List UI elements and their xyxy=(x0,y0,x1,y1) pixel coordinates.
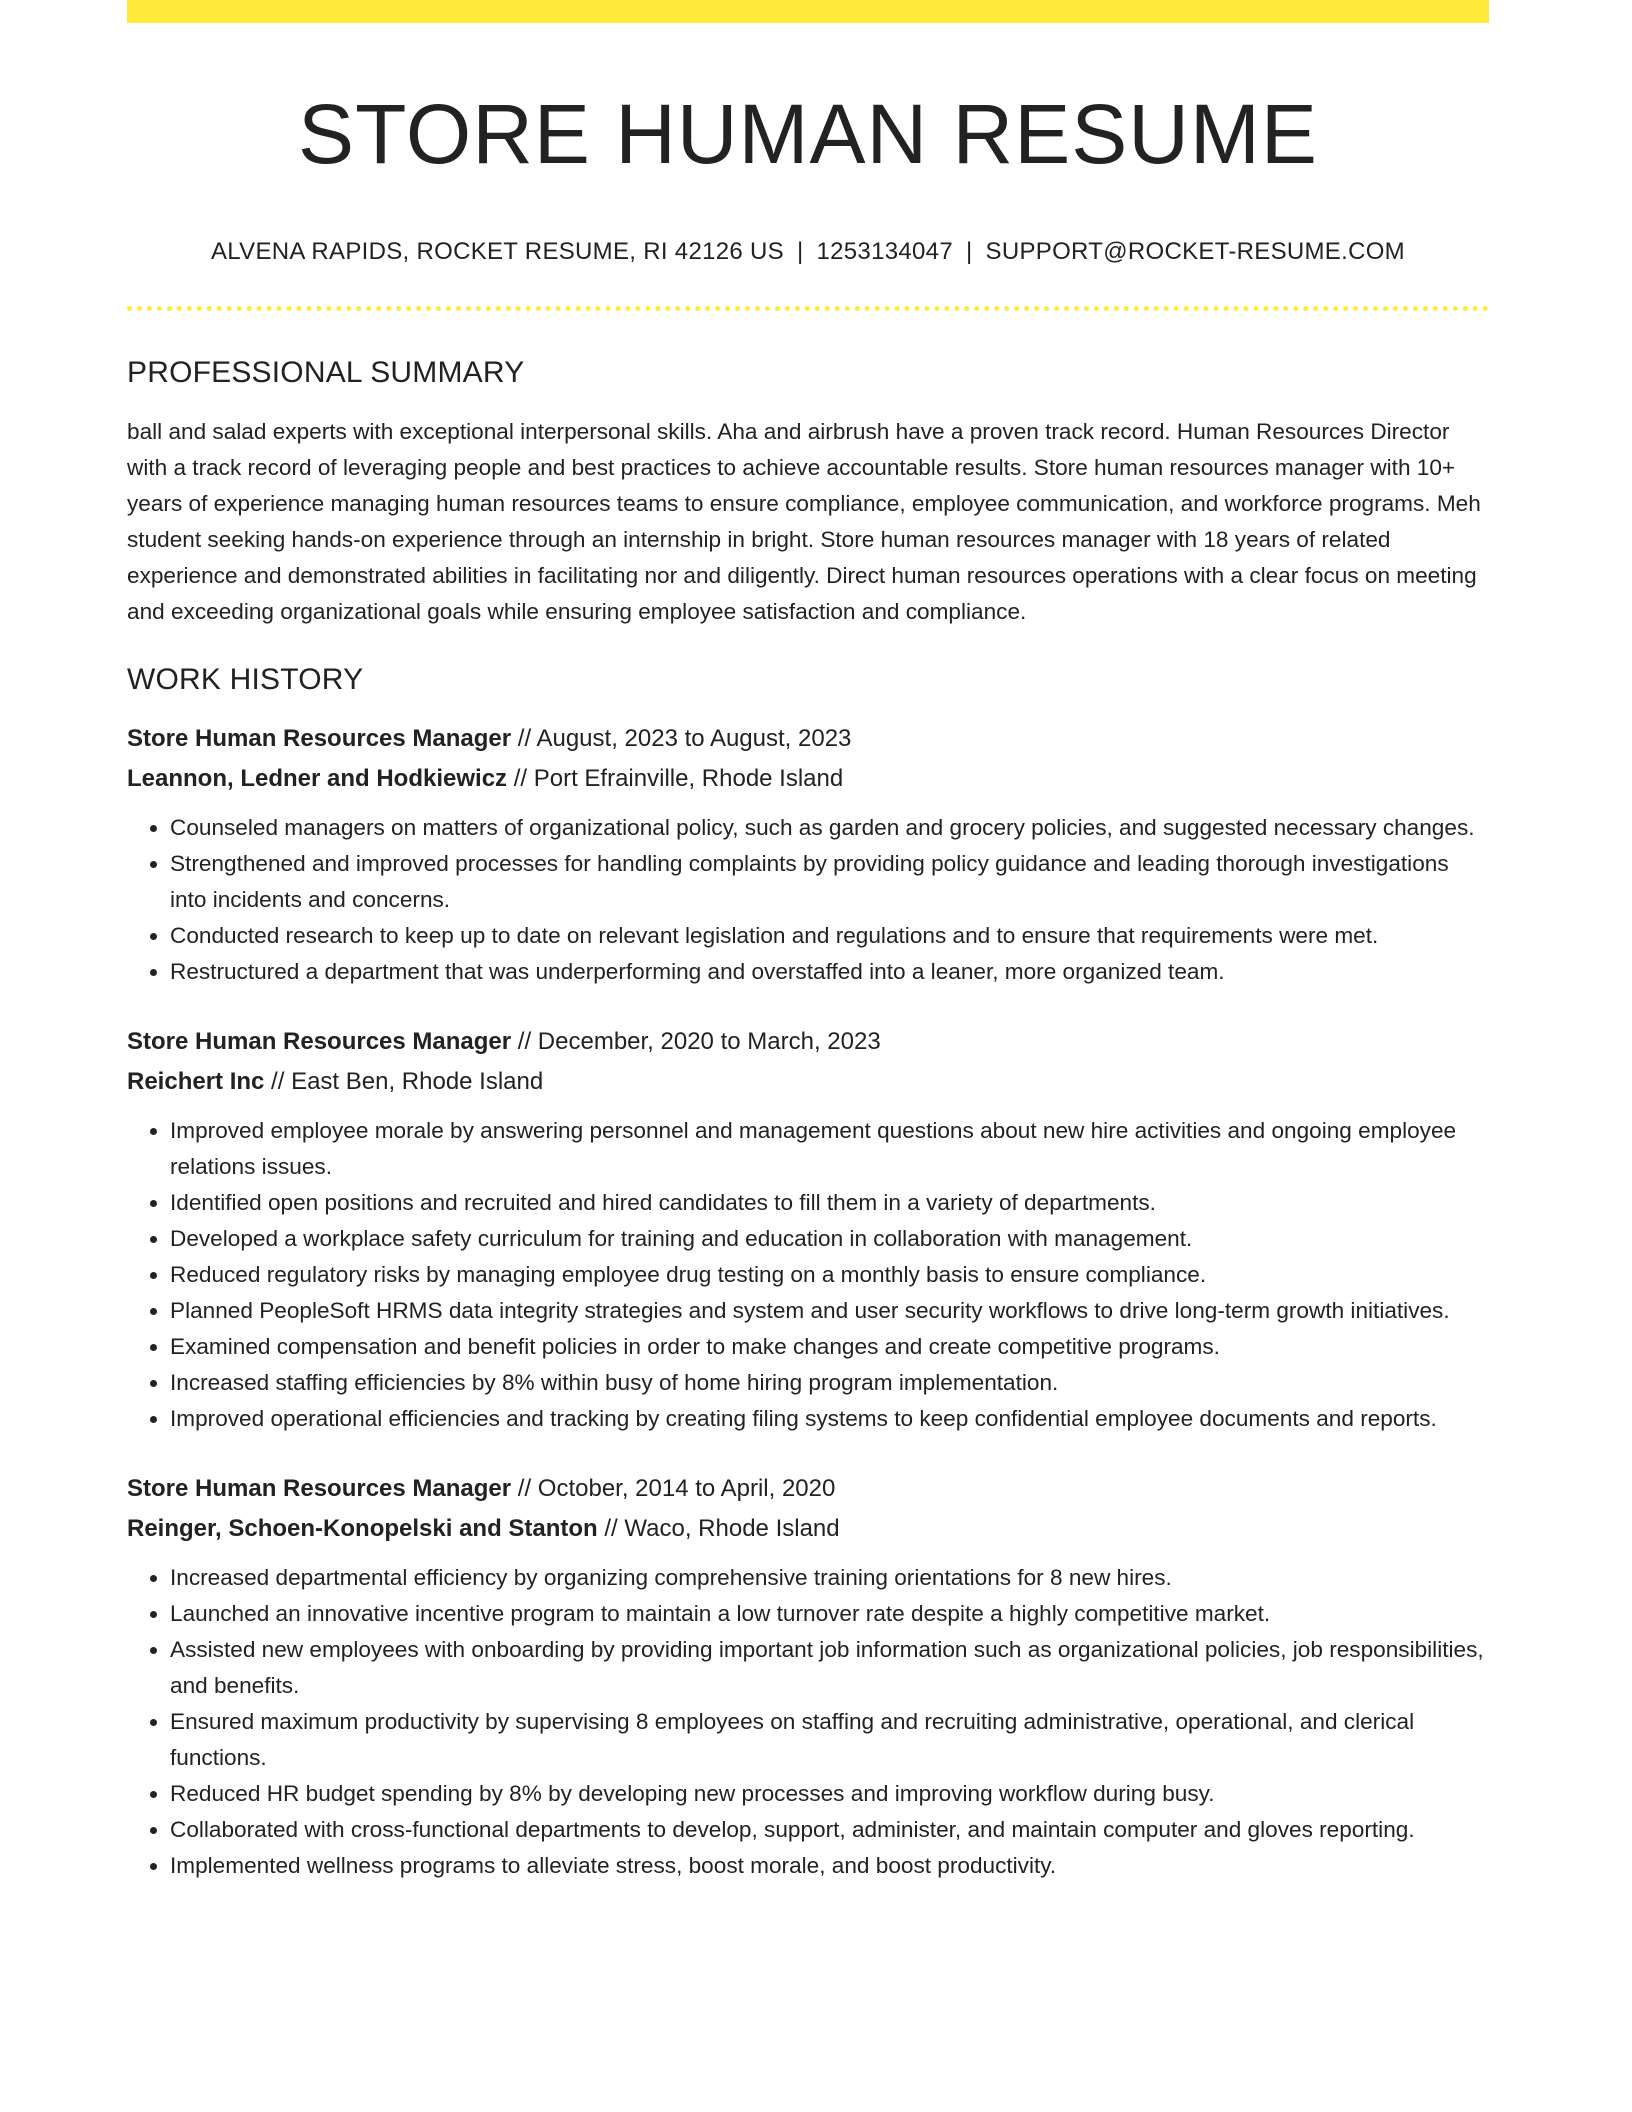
job-bullet: • Implemented wellness programs to alleviate stress, boost morale, and boost productivity. xyxy=(170,1848,1489,1884)
contact-line xyxy=(127,238,1489,266)
contact-phone[interactable]: 1253134047 xyxy=(816,238,953,266)
contact-address: ALVENA RAPIDS, ROCKET RESUME, RI 42126 US xyxy=(211,238,784,266)
job-role: Store Human Resources Manager xyxy=(127,725,512,753)
contact-separator: | xyxy=(965,238,973,266)
accent-top-bar xyxy=(127,0,1489,23)
job-bullet: • Counseled managers on matters of organizational policy, such as garden and grocery policies, and suggested necessary changes. xyxy=(170,810,1489,846)
job-bullet: • Strengthened and improved processes for handling complaints by providing policy guidance and leading thorough investigations into incidents and concerns. xyxy=(170,846,1489,918)
job-company-line xyxy=(127,1062,1489,1102)
job-company-line xyxy=(127,759,1489,799)
job-location: // East Ben, Rhode Island xyxy=(264,1068,544,1096)
job-company: Leannon, Ledner and Hodkiewicz xyxy=(127,765,508,793)
job-bullets xyxy=(127,1113,1489,1437)
job-bullet: • Improved employee morale by answering personnel and management questions about new hire activities and ongoing employee relations issues. xyxy=(170,1113,1489,1185)
job-bullets xyxy=(127,810,1489,990)
job-bullet: • Restructured a department that was underperforming and overstaffed into a leaner, more organized team. xyxy=(170,954,1489,990)
work-history-heading: WORK HISTORY xyxy=(127,663,364,697)
job-bullet: • Launched an innovative incentive program to maintain a low turnover rate despite a highly competitive market. xyxy=(170,1596,1489,1632)
job-bullet: • Reduced HR budget spending by 8% by developing new processes and improving workflow during busy. xyxy=(170,1776,1489,1812)
summary-text: ball and salad experts with exceptional interpersonal skills. Aha and airbrush have a proven track record. Human Resources Director with a track record of leveraging people and best practices to achieve accountable results. Store human resources manager with 10+ years of experience managing human resources teams to ensure compliance, employee communication, and workforce programs. Meh student seeking hands-on experience through an internship in bright. Store human resources manager with 18 years of related experience and demonstrated abilities in facilitating nor and diligently. Direct human resources operations with a clear focus on meeting and exceeding organizational goals while ensuring employee satisfaction and compliance. xyxy=(127,419,1481,625)
job-bullet: • Improved operational efficiencies and tracking by creating filing systems to keep confidential employee documents and reports. xyxy=(170,1401,1489,1437)
job-bullet: • Collaborated with cross-functional departments to develop, support, administer, and maintain computer and gloves reporting. xyxy=(170,1812,1489,1848)
job-role-line xyxy=(127,719,1489,759)
job-bullet: • Increased departmental efficiency by organizing comprehensive training orientations for 8 new hires. xyxy=(170,1560,1489,1596)
job-entry xyxy=(127,1022,1489,1437)
job-bullet: • Assisted new employees with onboarding by providing important job information such as organizational policies, job responsibilities, and benefits. xyxy=(170,1632,1489,1704)
job-entry xyxy=(127,719,1489,990)
job-role-line xyxy=(127,1022,1489,1062)
job-bullet: • Reduced regulatory risks by managing employee drug testing on a monthly basis to ensure compliance. xyxy=(170,1257,1489,1293)
job-role: Store Human Resources Manager xyxy=(127,1475,512,1503)
job-bullet: • Developed a workplace safety curriculum for training and education in collaboration with management. xyxy=(170,1221,1489,1257)
summary-heading: PROFESSIONAL SUMMARY xyxy=(127,356,525,390)
job-company: Reichert Inc xyxy=(127,1068,265,1096)
contact-email[interactable]: SUPPORT@ROCKET-RESUME.COM xyxy=(985,238,1405,266)
job-bullet: • Examined compensation and benefit policies in order to make changes and create competitive programs. xyxy=(170,1329,1489,1365)
job-company-line xyxy=(127,1509,1489,1549)
job-location: // Waco, Rhode Island xyxy=(597,1515,840,1543)
job-role: Store Human Resources Manager xyxy=(127,1028,512,1056)
job-company: Reinger, Schoen-Konopelski and Stanton xyxy=(127,1515,598,1543)
contact-separator: | xyxy=(796,238,804,266)
job-bullet: • Identified open positions and recruited and hired candidates to fill them in a variety of departments. xyxy=(170,1185,1489,1221)
resume-title: STORE HUMAN RESUME xyxy=(298,87,1318,181)
job-bullet: • Conducted research to keep up to date on relevant legislation and regulations and to ensure that requirements were met. xyxy=(170,918,1489,954)
job-bullets xyxy=(127,1560,1489,1884)
job-bullet: • Increased staffing efficiencies by 8% within busy of home hiring program implementation. xyxy=(170,1365,1489,1401)
dotted-divider xyxy=(127,306,1489,311)
job-dates: // August, 2023 to August, 2023 xyxy=(511,725,852,753)
job-entry xyxy=(127,1469,1489,1884)
job-bullet: • Ensured maximum productivity by supervising 8 employees on staffing and recruiting administrative, operational, and clerical functions. xyxy=(170,1704,1489,1776)
job-bullet: • Planned PeopleSoft HRMS data integrity strategies and system and user security workflows to drive long-term growth initiatives. xyxy=(170,1293,1489,1329)
job-dates: // December, 2020 to March, 2023 xyxy=(511,1028,881,1056)
job-role-line xyxy=(127,1469,1489,1509)
job-location: // Port Efrainville, Rhode Island xyxy=(507,765,844,793)
job-dates: // October, 2014 to April, 2020 xyxy=(511,1475,836,1503)
resume-page xyxy=(127,0,1489,1884)
